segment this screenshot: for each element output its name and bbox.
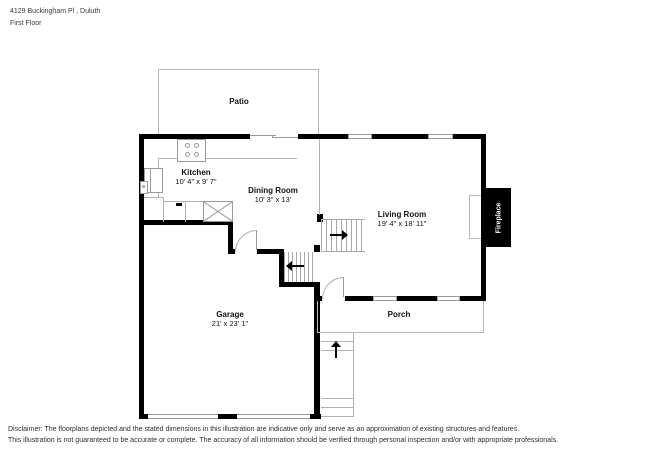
window-symbol — [348, 134, 372, 139]
stove-burner — [185, 152, 190, 157]
sink-basin — [142, 185, 145, 188]
room-dims: 19' 4" x 18' 11" — [377, 219, 427, 228]
door-leaf — [343, 277, 344, 297]
room-dims: 10' 3" x 13' — [254, 195, 292, 204]
garage-door-symbol — [148, 414, 218, 419]
counter-line — [163, 201, 203, 202]
wall-segment — [298, 134, 348, 139]
disclaimer-line-2: This illustration is not guaranteed to be accurate or complete. The accuracy of all information should be verified through personal inspection and/or with appropriate professionals. — [8, 437, 559, 444]
room-label-dining — [248, 186, 298, 204]
room-name: Living Room — [377, 210, 427, 219]
step-line — [321, 416, 353, 417]
sink-icon — [140, 181, 148, 194]
disclaimer-line-1: Disclaimer: The floorplans depicted and the stated dimensions in this illustration are indicative only and serve as an approximation of existing structures and features. — [8, 426, 520, 433]
wall-segment — [279, 282, 318, 287]
stove-burner — [185, 143, 190, 148]
room-label-living — [378, 210, 427, 228]
room-label-porch — [388, 310, 411, 319]
room-label-garage — [212, 310, 248, 328]
window-symbol — [428, 134, 453, 139]
header-floor: First Floor — [10, 20, 42, 27]
room-dims: 10' 4" x 9' 7" — [175, 177, 217, 186]
step-line — [321, 407, 353, 408]
room-name: Patio — [229, 97, 249, 106]
sliding-door-panel — [272, 135, 273, 138]
garage-door-symbol — [237, 414, 310, 419]
cabinet-x-icon — [203, 201, 233, 222]
sliding-door-panel — [272, 137, 298, 138]
room-name: Garage — [216, 310, 244, 319]
dishwasher-handle-icon — [176, 203, 182, 206]
refrigerator-divider — [150, 169, 151, 192]
step-line — [321, 350, 353, 351]
wall-segment — [372, 134, 428, 139]
room-label-patio — [229, 97, 249, 106]
steps-edge-line — [353, 333, 354, 417]
stove-icon — [177, 139, 206, 162]
wall-segment — [139, 414, 148, 419]
wall-segment — [228, 249, 235, 254]
wall-segment — [218, 414, 237, 419]
step-line — [321, 398, 353, 399]
room-name: Dining Room — [248, 186, 298, 195]
room-divider-line — [319, 139, 320, 215]
room-label-kitchen — [175, 168, 216, 186]
counter-line — [185, 201, 186, 222]
fireplace-box — [486, 188, 511, 247]
door-leaf — [256, 230, 257, 250]
room-name: Kitchen — [181, 168, 211, 177]
wall-segment — [314, 245, 320, 252]
room-dims: 21' x 23' 1" — [211, 319, 249, 328]
door-swing-arc — [235, 230, 257, 252]
fireplace-label: Fireplace — [495, 202, 502, 233]
stove-burner — [194, 152, 199, 157]
counter-line — [144, 197, 163, 198]
room-name: Porch — [387, 310, 411, 319]
cabinet-x-lines — [204, 202, 232, 221]
header-address: 4129 Buckingham Pl , Duluth — [10, 8, 101, 15]
door-swing-arc — [322, 277, 344, 299]
hearth — [469, 195, 481, 239]
stove-burner — [194, 143, 199, 148]
